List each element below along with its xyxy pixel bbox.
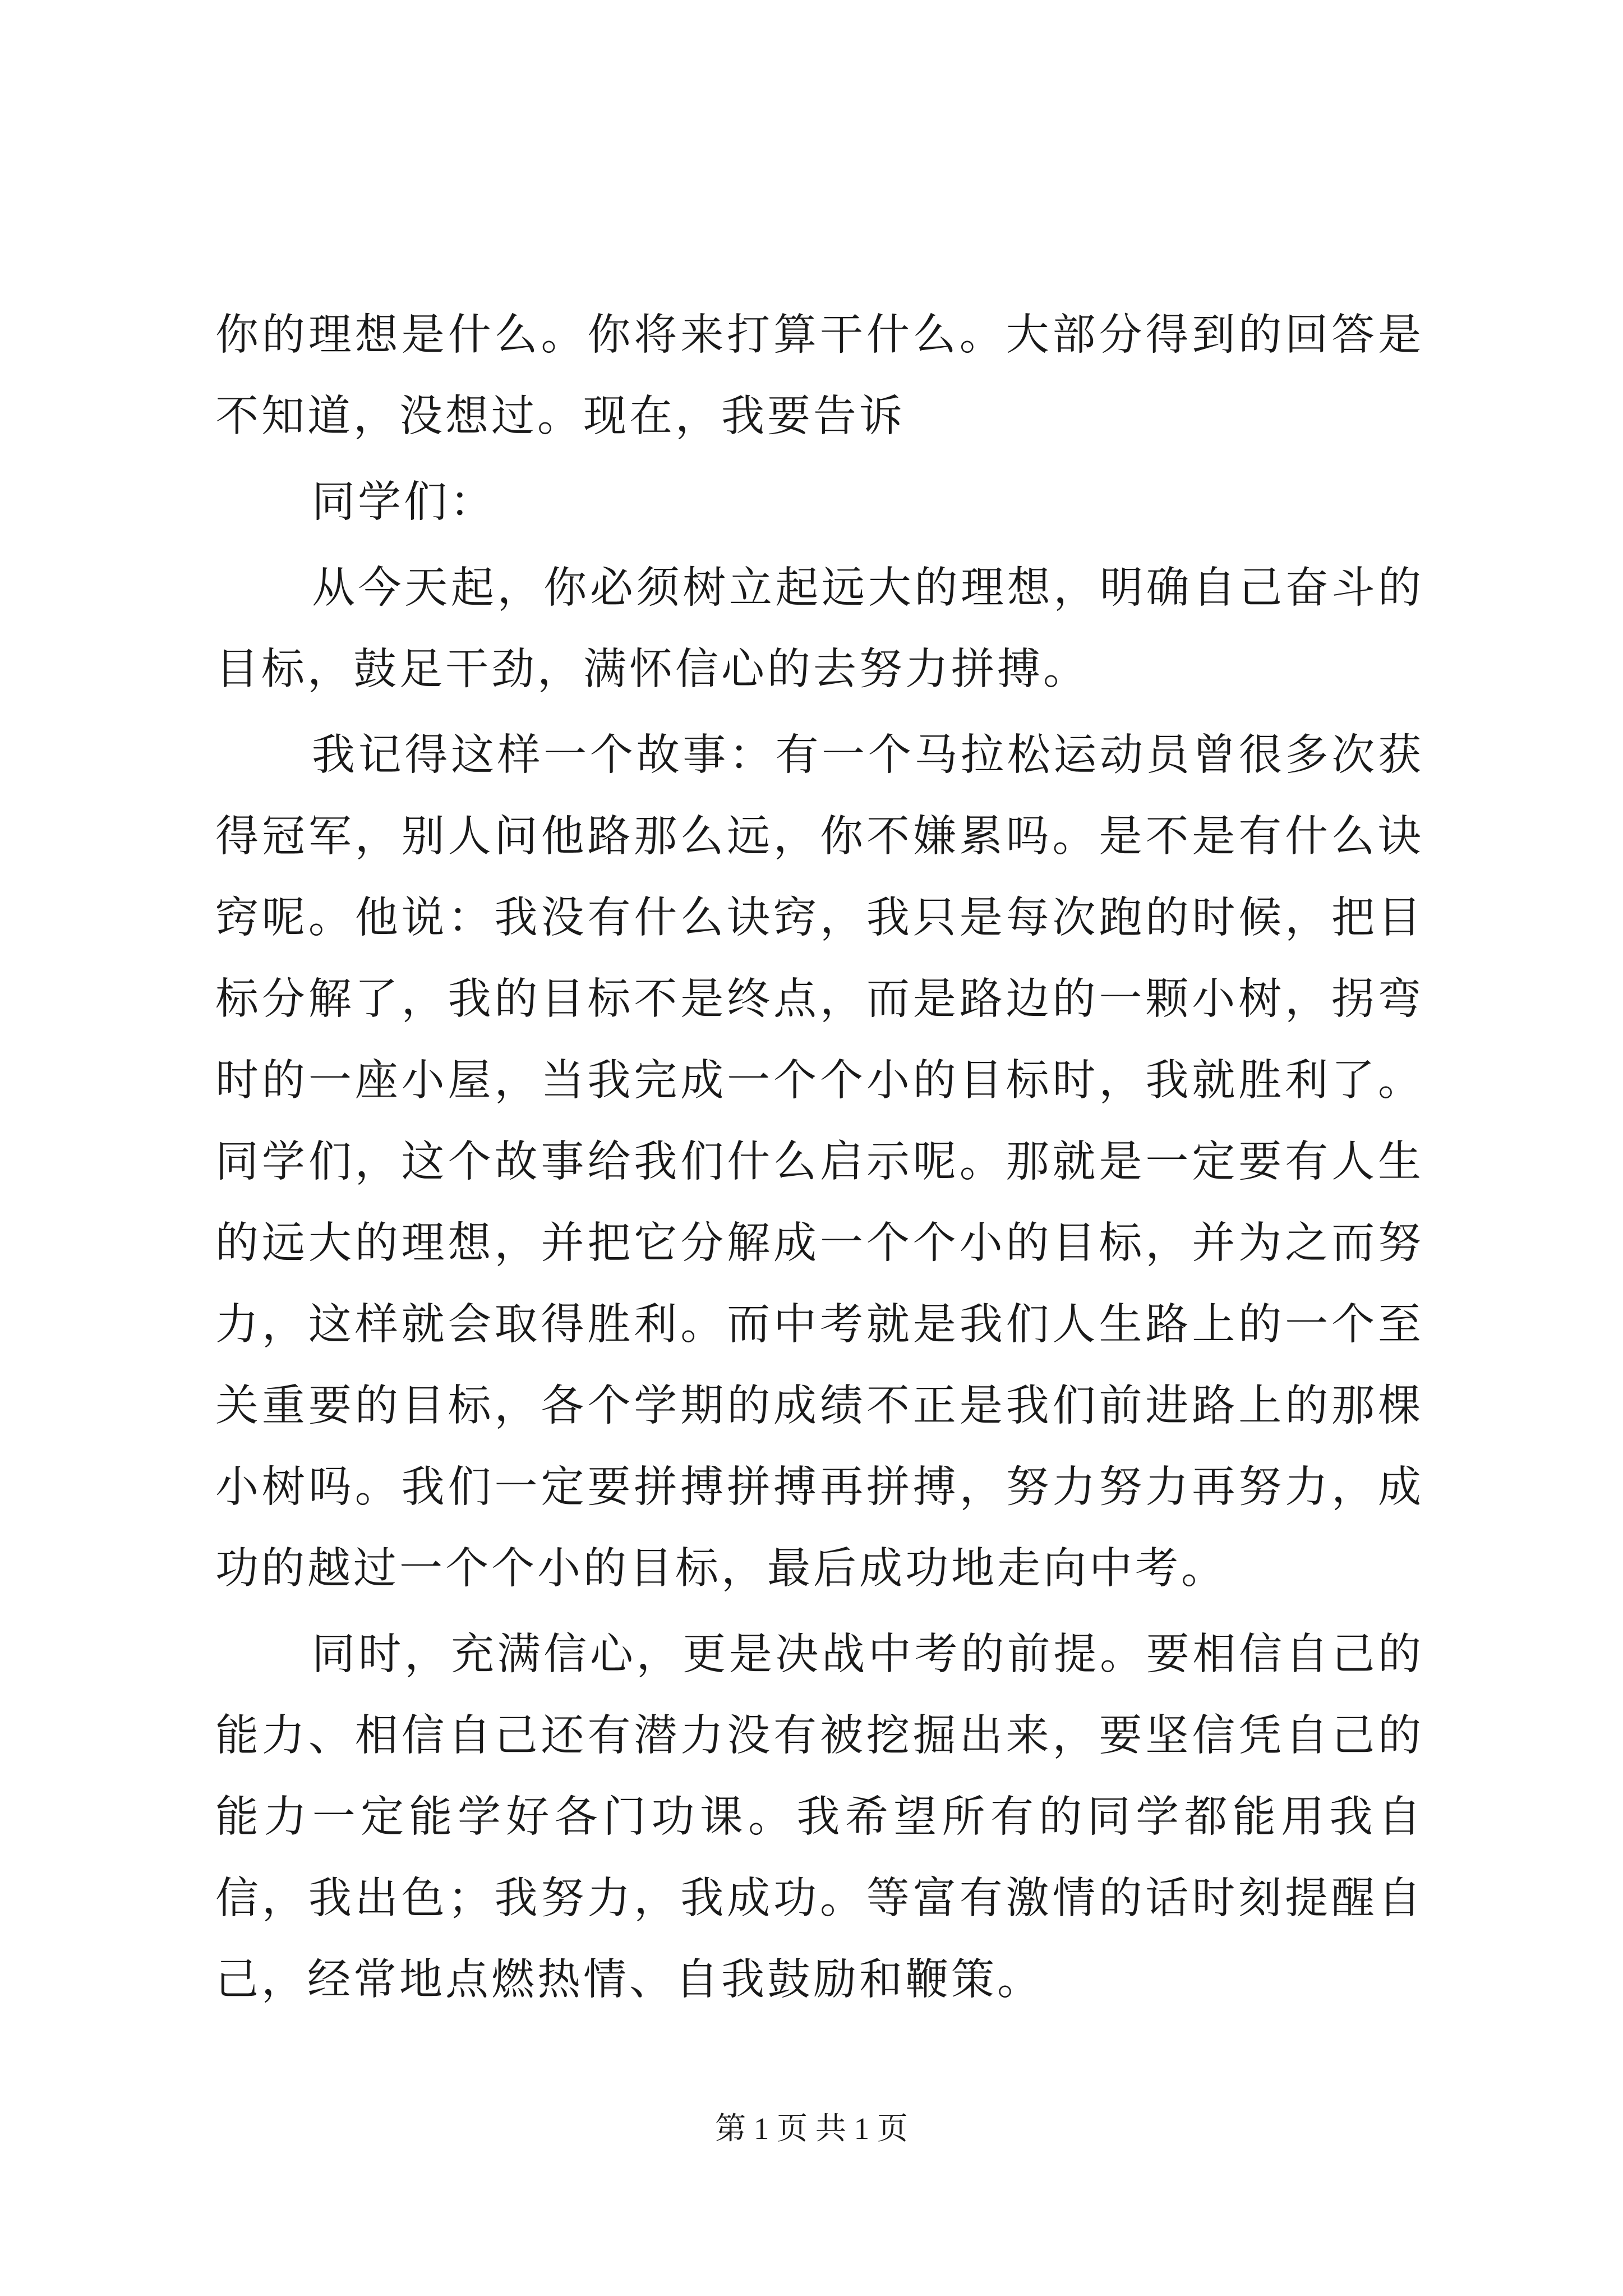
document-body (215, 295, 1424, 2025)
paragraph-4: 我记得这样一个故事：有一个马拉松运动员曾很多次获得冠军，别人问他路那么远，你不嫌累吗。是不是有什么诀窍呢。他说：我没有什么诀窍，我只是每次跑的时候，把目标分解了，我的目标不是终点，而是路边的一颗小树，拐弯时的一座小屋，当我完成一个个小的目标时，我就胜利了。同学们，这个故事给我们什么启示呢。那就是一定要有人生的远大的理想，并把它分解成一个个小的目标，并为之而努力，这样就会取得胜利。而中考就是我们人生路上的一个至关重要的目标，各个学期的成绩不正是我们前进路上的那棵小树吗。我们一定要拼搏拼搏再拼搏，努力努力再努力，成功的越过一个个小的目标，最后成功地走向中考。 (215, 730, 1424, 1594)
paragraph-5: 同时，充满信心，更是决战中考的前提。要相信自己的能力、相信自己还有潜力没有被挖掘出来，要坚信凭自己的能力一定能学好各门功课。我希望所有的同学都能用我自信，我出色；我努力，我成功。等富有激情的话时刻提醒自己，经常地点燃热情、自我鼓励和鞭策。 (215, 1630, 1424, 2005)
paragraph-3: 从今天起，你必须树立起远大的理想，明确自己奋斗的目标，鼓足干劲，满怀信心的去努力拼搏。 (215, 563, 1424, 694)
paragraph-1: 你的理想是什么。你将来打算干什么。大部分得到的回答是不知道，没想过。现在，我要告诉 (215, 310, 1424, 441)
paragraph-2: 同学们： (312, 477, 496, 527)
page-footer: 第 1 页 共 1 页 (715, 2111, 908, 2146)
